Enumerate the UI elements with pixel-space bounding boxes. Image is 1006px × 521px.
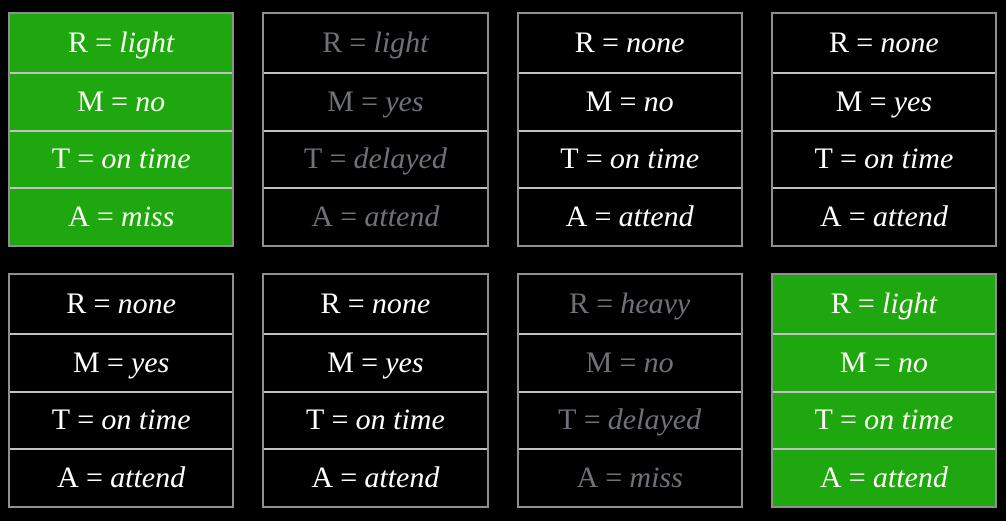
- equals-sign: =: [77, 403, 95, 437]
- variable-value: none: [880, 25, 939, 59]
- equals-sign: =: [95, 25, 113, 59]
- variable-name: R: [320, 286, 341, 320]
- equals-sign: =: [583, 403, 601, 437]
- variable-name: A: [819, 461, 842, 495]
- equals-sign: =: [585, 142, 603, 176]
- variable-name: A: [311, 461, 334, 495]
- assignment-row: [773, 72, 995, 130]
- variable-value: no: [643, 84, 674, 118]
- assignment-row: [773, 14, 995, 72]
- variable-value: attend: [364, 200, 440, 234]
- equals-sign: =: [840, 142, 857, 176]
- equals-sign: =: [329, 142, 347, 176]
- variable-name: A: [57, 461, 79, 495]
- variable-name: T: [51, 403, 71, 437]
- assignment-row: [519, 187, 741, 245]
- variable-value: no: [643, 345, 674, 379]
- assignment-row: [10, 275, 232, 333]
- assignment-row: [264, 130, 486, 188]
- equals-sign: =: [873, 345, 891, 379]
- assignment-row: [264, 275, 486, 333]
- variable-name: M: [585, 84, 613, 118]
- assignment-row: [264, 14, 486, 72]
- variable-value: delayed: [353, 142, 447, 176]
- equals-sign: =: [594, 200, 612, 234]
- equals-sign: =: [93, 286, 111, 320]
- assignment-row: [773, 391, 995, 449]
- variable-name: R: [574, 25, 595, 59]
- assignment-row: [264, 187, 486, 245]
- variable-value: on time: [864, 403, 954, 437]
- equals-sign: =: [111, 84, 128, 118]
- assignment-row: [519, 448, 741, 506]
- assignment-row: [773, 187, 995, 245]
- variable-value: none: [626, 25, 685, 59]
- equals-sign: =: [856, 25, 874, 59]
- equals-sign: =: [340, 461, 358, 495]
- variable-value: on time: [101, 403, 191, 437]
- variable-name: R: [568, 286, 589, 320]
- variable-value: miss: [629, 461, 683, 495]
- assignment-row: [773, 333, 995, 391]
- variable-value: delayed: [607, 403, 702, 437]
- assignment-row: [519, 333, 741, 391]
- variable-name: M: [585, 345, 613, 379]
- sample-card: [517, 273, 743, 508]
- variable-value: light: [882, 286, 938, 320]
- assignment-row: [10, 72, 232, 130]
- variable-name: M: [72, 345, 100, 379]
- variable-name: T: [560, 142, 579, 176]
- variable-name: T: [814, 142, 833, 176]
- equals-sign: =: [331, 403, 349, 437]
- assignment-row: [264, 333, 486, 391]
- variable-name: T: [814, 403, 833, 437]
- equals-sign: =: [361, 345, 379, 379]
- variable-value: attend: [872, 461, 948, 495]
- variable-name: T: [51, 142, 71, 176]
- variable-value: light: [119, 25, 175, 59]
- variable-name: A: [67, 200, 90, 234]
- assignment-row: [10, 391, 232, 449]
- variable-value: heavy: [620, 286, 691, 320]
- equals-sign: =: [602, 25, 619, 59]
- assignment-row: [519, 72, 741, 130]
- variable-value: on time: [864, 142, 954, 176]
- variable-name: R: [66, 286, 87, 320]
- variable-value: yes: [385, 84, 424, 118]
- equals-sign: =: [605, 461, 623, 495]
- variable-value: miss: [120, 200, 175, 234]
- variable-value: yes: [385, 345, 424, 379]
- assignment-row: [10, 333, 232, 391]
- variable-value: yes: [130, 345, 170, 379]
- variable-value: no: [897, 345, 928, 379]
- equals-sign: =: [848, 461, 866, 495]
- equals-sign: =: [349, 25, 367, 59]
- variable-name: M: [327, 84, 354, 118]
- assignment-row: [519, 391, 741, 449]
- assignment-row: [519, 130, 741, 188]
- assignment-row: [10, 187, 232, 245]
- variable-name: M: [835, 84, 863, 118]
- equals-sign: =: [347, 286, 365, 320]
- equals-sign: =: [106, 345, 124, 379]
- variable-value: none: [117, 286, 176, 320]
- assignment-row: [264, 448, 486, 506]
- equals-sign: =: [96, 200, 114, 234]
- variable-value: light: [373, 25, 429, 59]
- equals-sign: =: [869, 84, 887, 118]
- variable-value: on time: [609, 142, 700, 176]
- equals-sign: =: [361, 84, 379, 118]
- equals-sign: =: [619, 345, 637, 379]
- variable-name: A: [576, 461, 599, 495]
- variable-name: T: [303, 142, 323, 176]
- variable-value: attend: [872, 200, 948, 234]
- variable-value: on time: [355, 403, 445, 437]
- sample-card: [8, 12, 234, 247]
- assignment-row: [10, 130, 232, 188]
- variable-value: no: [135, 84, 166, 118]
- variable-name: M: [839, 345, 867, 379]
- variable-name: R: [67, 25, 88, 59]
- assignment-row: [519, 275, 741, 333]
- equals-sign: =: [857, 286, 875, 320]
- variable-name: A: [311, 200, 334, 234]
- equals-sign: =: [848, 200, 866, 234]
- variable-value: on time: [101, 142, 191, 176]
- equals-sign: =: [840, 403, 857, 437]
- variable-value: yes: [893, 84, 933, 118]
- sample-card: [517, 12, 743, 247]
- sample-card: [262, 273, 488, 508]
- assignment-row: [773, 275, 995, 333]
- variable-name: T: [558, 403, 577, 437]
- equals-sign: =: [619, 84, 637, 118]
- assignment-row: [773, 448, 995, 506]
- variable-name: R: [830, 286, 851, 320]
- variable-value: none: [371, 286, 431, 320]
- equals-sign: =: [77, 142, 95, 176]
- variable-value: attend: [364, 461, 440, 495]
- sample-card: [771, 12, 997, 247]
- sample-card: [8, 273, 234, 508]
- variable-name: T: [305, 403, 325, 437]
- variable-name: R: [322, 25, 343, 59]
- assignment-row: [10, 14, 232, 72]
- sample-card: [771, 273, 997, 508]
- variable-name: R: [829, 25, 850, 59]
- equals-sign: =: [86, 461, 103, 495]
- equals-sign: =: [340, 200, 358, 234]
- assignment-row: [10, 448, 232, 506]
- assignment-row: [773, 130, 995, 188]
- variable-name: M: [77, 84, 104, 118]
- sample-card: [262, 12, 488, 247]
- assignment-row: [519, 14, 741, 72]
- variable-name: A: [565, 200, 588, 234]
- variable-value: attend: [110, 461, 186, 495]
- variable-name: A: [819, 200, 842, 234]
- assignment-row: [264, 391, 486, 449]
- variable-name: M: [327, 345, 354, 379]
- variable-value: attend: [618, 200, 694, 234]
- assignment-row: [264, 72, 486, 130]
- equals-sign: =: [596, 286, 614, 320]
